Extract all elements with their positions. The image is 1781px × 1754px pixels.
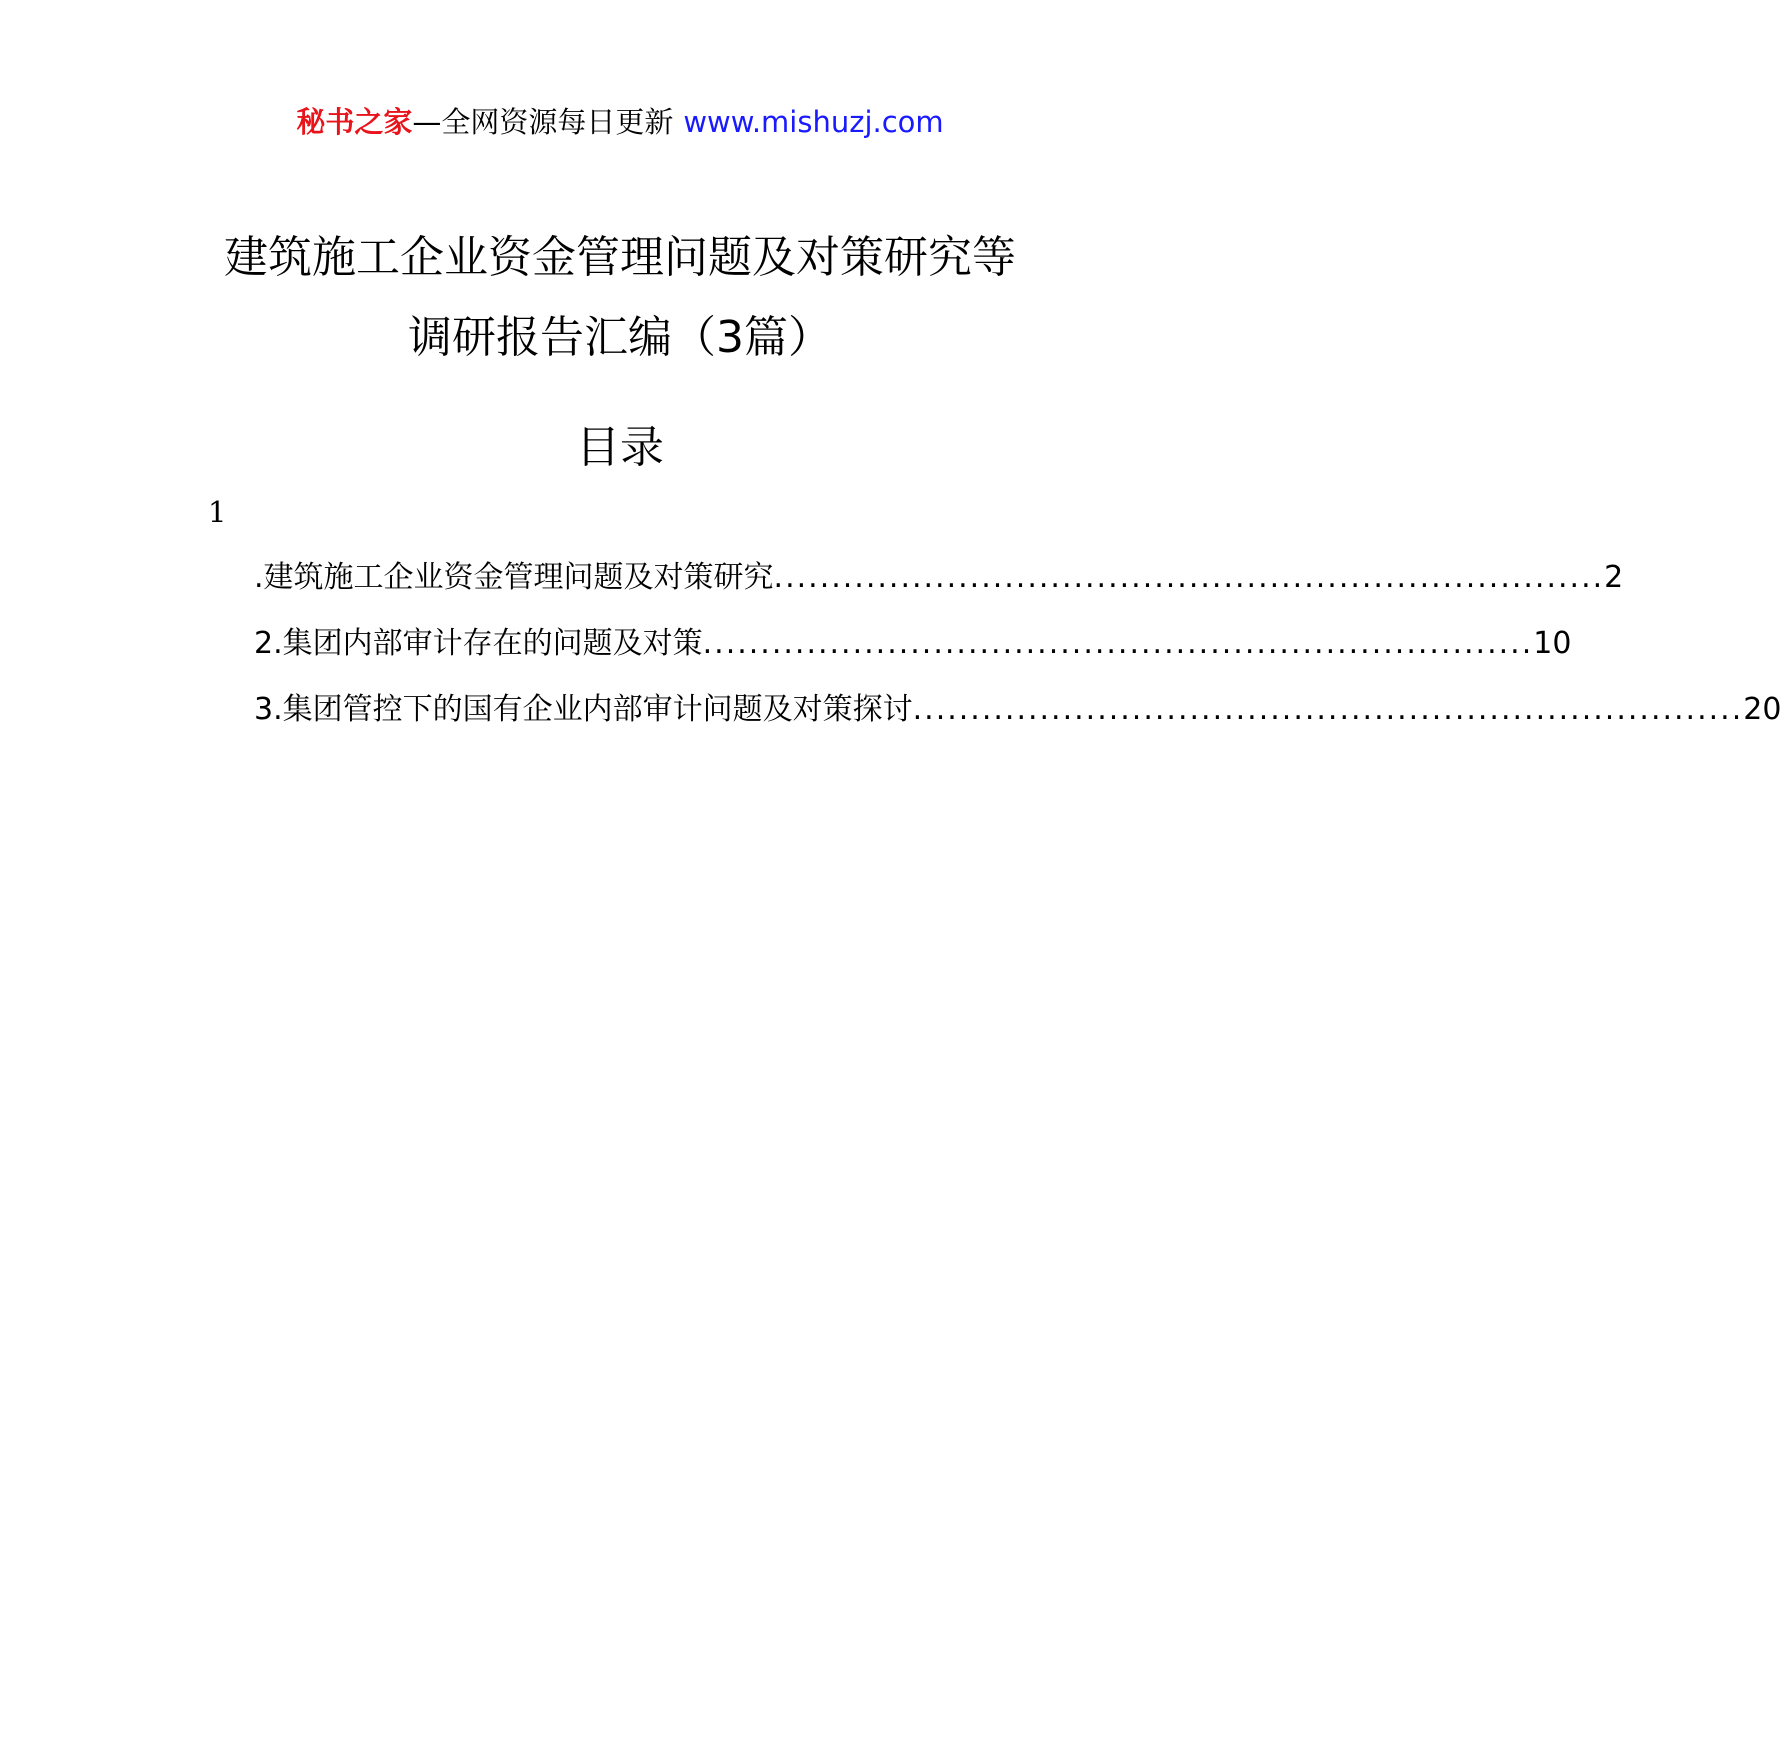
site-header [0, 102, 1240, 142]
toc-leader-dots: ........................................................................ [912, 692, 1744, 727]
table-of-contents [254, 556, 1781, 754]
toc-list-number: 1 [208, 495, 227, 529]
brand-name: 秘书之家 [296, 105, 413, 139]
title-line-1: 建筑施工企业资金管理问题及对策研究等 [224, 232, 1016, 283]
toc-entry-page: 20 [1743, 692, 1781, 727]
document-title [0, 218, 1240, 378]
toc-entry-3[interactable] [254, 688, 1781, 754]
toc-entry-title: .建筑施工企业资金管理问题及对策研究 [254, 560, 774, 595]
website-link[interactable]: www.mishuzj.com [683, 105, 944, 139]
title-line-2: 调研报告汇编（3篇） [408, 312, 832, 363]
toc-leader-dots: ........................................................................ [773, 560, 1605, 595]
toc-entry-title: 3.集团管控下的国有企业内部审计问题及对策探讨 [254, 692, 913, 727]
toc-entry-page: 10 [1533, 626, 1572, 661]
header-tagline: —全网资源每日更新 [412, 105, 674, 139]
toc-heading: 目录 [576, 422, 664, 473]
toc-entry-title: 2.集团内部审计存在的问题及对策 [254, 626, 703, 661]
toc-entry-page: 2 [1604, 560, 1624, 595]
toc-leader-dots: ........................................................................ [702, 626, 1534, 661]
toc-entry-2[interactable] [254, 622, 1572, 688]
toc-entry-1[interactable] [254, 556, 1624, 622]
